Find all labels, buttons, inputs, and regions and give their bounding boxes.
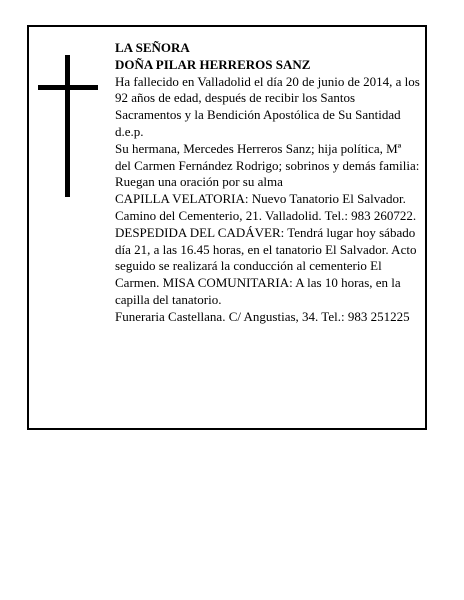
cross-icon [38,55,98,197]
chapel-info: CAPILLA VELATORIA: Nuevo Tanatorio El Salvador. Camino del Cementerio, 21. Valladolid. Tel.: 983 260722. [115,191,417,223]
family-list: Su hermana, Mercedes Herreros Sanz; hija política, Mª del Carmen Fernández Rodrigo; sobrinos y demás familia: [115,140,420,173]
prayer-request: Ruegan una oración por su alma [115,174,283,190]
farewell-info: DESPEDIDA DEL CADÁVER: Tendrá lugar hoy sábado día 21, a las 16.45 horas, en el tanatorio El Salvador. Acto seguido se realizará la conducción al cementerio El Carmen. MISA COMUNITARIA: A las 10 horas, en la capilla del tanatorio. [115,224,417,307]
obituary-text [115,40,420,326]
funeral-home-info: Funeraria Castellana. C/ Angustias, 34. Tel.: 983 251225 [115,308,410,324]
death-announcement: Ha fallecido en Valladolid el día 20 de junio de 2014, a los 92 años de edad, después de recibir los Santos Sacramentos y la Bendición Apostólica de Su Santidad [115,73,420,123]
cross-vertical-bar [65,55,70,197]
deceased-name: DOÑA PILAR HERREROS SANZ [115,56,311,72]
notice-heading: LA SEÑORA [115,40,190,55]
rip-abbreviation: d.e.p. [115,123,144,139]
cross-horizontal-bar [38,85,98,90]
